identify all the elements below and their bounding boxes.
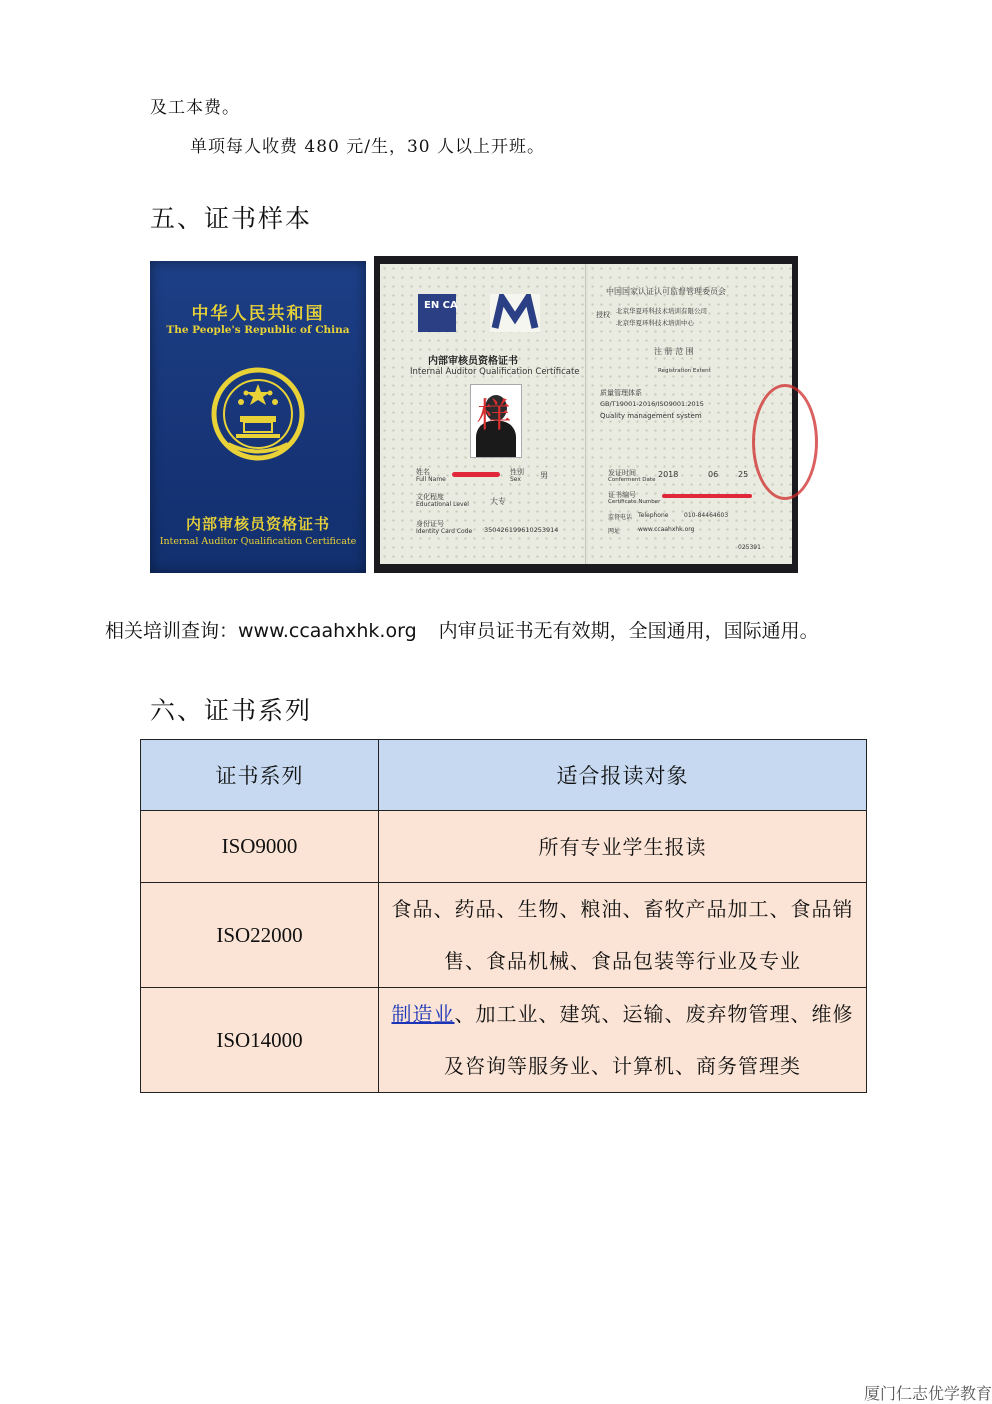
- redacted-cert-no: [662, 494, 752, 498]
- section-5-title: 五、证书样本: [150, 204, 313, 233]
- qms-standard: GB/T19001-2016/ISO9001:2015: [600, 400, 704, 408]
- phone-value: 010-84464603: [684, 512, 729, 519]
- audience-cell: [379, 988, 867, 1093]
- id-value: 350426199610253914: [484, 526, 559, 534]
- redacted-name: [452, 472, 500, 477]
- cert-no-label: 证书编号: [608, 491, 636, 499]
- training-note: [105, 616, 819, 643]
- series-cell: ISO9000: [141, 811, 379, 883]
- certificate-left-page: [380, 264, 586, 564]
- series-cell: ISO14000: [141, 988, 379, 1093]
- date-year: 2018: [658, 470, 679, 479]
- sample-stamp: 样: [477, 396, 511, 436]
- edu-label-en: Educational Level: [416, 501, 469, 508]
- inner-title-cn: 内部审核员资格证书: [428, 356, 518, 367]
- name-label-en: Full Name: [416, 476, 446, 483]
- table-header-row: [141, 740, 867, 811]
- name-label: 姓名: [416, 468, 430, 476]
- fee-text-line2: 单项每人收费 480 元/生，30 人以上开班。: [190, 137, 546, 157]
- inner-title-en: Internal Auditor Qualification Certificate: [410, 367, 580, 377]
- red-seal: [752, 384, 818, 500]
- edu-value: 大专: [490, 497, 506, 506]
- validity-note: 内审员证书无有效期，全国通用，国际通用。: [438, 620, 819, 642]
- sex-label: 性别: [510, 468, 524, 476]
- photo: [470, 384, 522, 458]
- audience-cell: 食品、药品、生物、粮油、畜牧产品加工、食品销售、食品机械、食品包装等行业及专业: [379, 883, 867, 988]
- serial-number: 025391: [738, 544, 761, 551]
- web-value: www.ccaahxhk.org: [638, 526, 695, 533]
- date-month: 06: [708, 470, 719, 479]
- fee-text-line1: 及工本费。: [150, 98, 240, 118]
- date-label-en: Conferment Date: [608, 477, 656, 483]
- header-series: 证书系列: [141, 740, 379, 811]
- audience-cell: 所有专业学生报读: [379, 811, 867, 883]
- national-emblem-icon: [208, 364, 308, 464]
- table-row: [141, 988, 867, 1093]
- id-label: 身份证号: [416, 520, 444, 528]
- certificate-right-page: [588, 264, 792, 564]
- reg-scope: 注 册 范 围: [654, 347, 694, 356]
- certificate-cover-image: [150, 261, 366, 573]
- cover-title-cn: 中华人民共和国: [191, 304, 325, 324]
- sex-value: 男: [540, 471, 548, 480]
- enca-logo-icon: EN CA: [418, 294, 456, 332]
- date-day: 25: [738, 470, 749, 479]
- company2: 北京华夏环科技术培训中心: [616, 319, 694, 327]
- qms-en: Quality management system: [600, 412, 702, 420]
- date-label: 发证时间: [608, 469, 636, 477]
- footer-brand: 厦门仁志优学教育: [863, 1384, 992, 1403]
- sex-label-en: Sex: [510, 476, 521, 483]
- cover-name-en: Internal Auditor Qualification Certificate: [159, 536, 357, 547]
- certificate-series-table: [140, 739, 867, 1093]
- cert-no-label-en: Certificate Number: [608, 499, 661, 505]
- reg-scope-en: Registration Extent: [658, 368, 711, 374]
- company-logo-icon: [490, 294, 540, 332]
- training-query: 相关培训查询：www.ccaahxhk.org: [105, 620, 417, 642]
- manufacturing-link[interactable]: 制造业: [391, 1002, 455, 1026]
- header-audience: 适合报读对象: [379, 740, 867, 811]
- edu-label: 文化程度: [416, 493, 444, 501]
- authorized-label: 授权: [596, 311, 610, 319]
- qms-cn: 质量管理体系: [600, 389, 642, 397]
- org-name: 中国国家认证认可监督管理委员会: [606, 287, 726, 296]
- table-row: [141, 883, 867, 988]
- audience-text: 、加工业、建筑、运输、废弃物管理、维修及咨询等服务业、计算机、商务管理类: [444, 1002, 854, 1078]
- cover-title-en: The People's Republic of China: [166, 324, 350, 336]
- company1: 北京华夏环科技术培训有限公司: [616, 307, 707, 315]
- series-cell: ISO22000: [141, 883, 379, 988]
- table-row: [141, 811, 867, 883]
- certificate-inner-image: [374, 256, 798, 573]
- id-label-en: Identity Card Code: [416, 528, 473, 535]
- phone-label-en: Telephone: [638, 512, 669, 519]
- cover-name-cn: 内部审核员资格证书: [185, 515, 330, 533]
- web-label: 网址: [608, 528, 621, 535]
- section-6-title: 六、证书系列: [150, 696, 313, 725]
- phone-label: 监督电话: [608, 514, 633, 521]
